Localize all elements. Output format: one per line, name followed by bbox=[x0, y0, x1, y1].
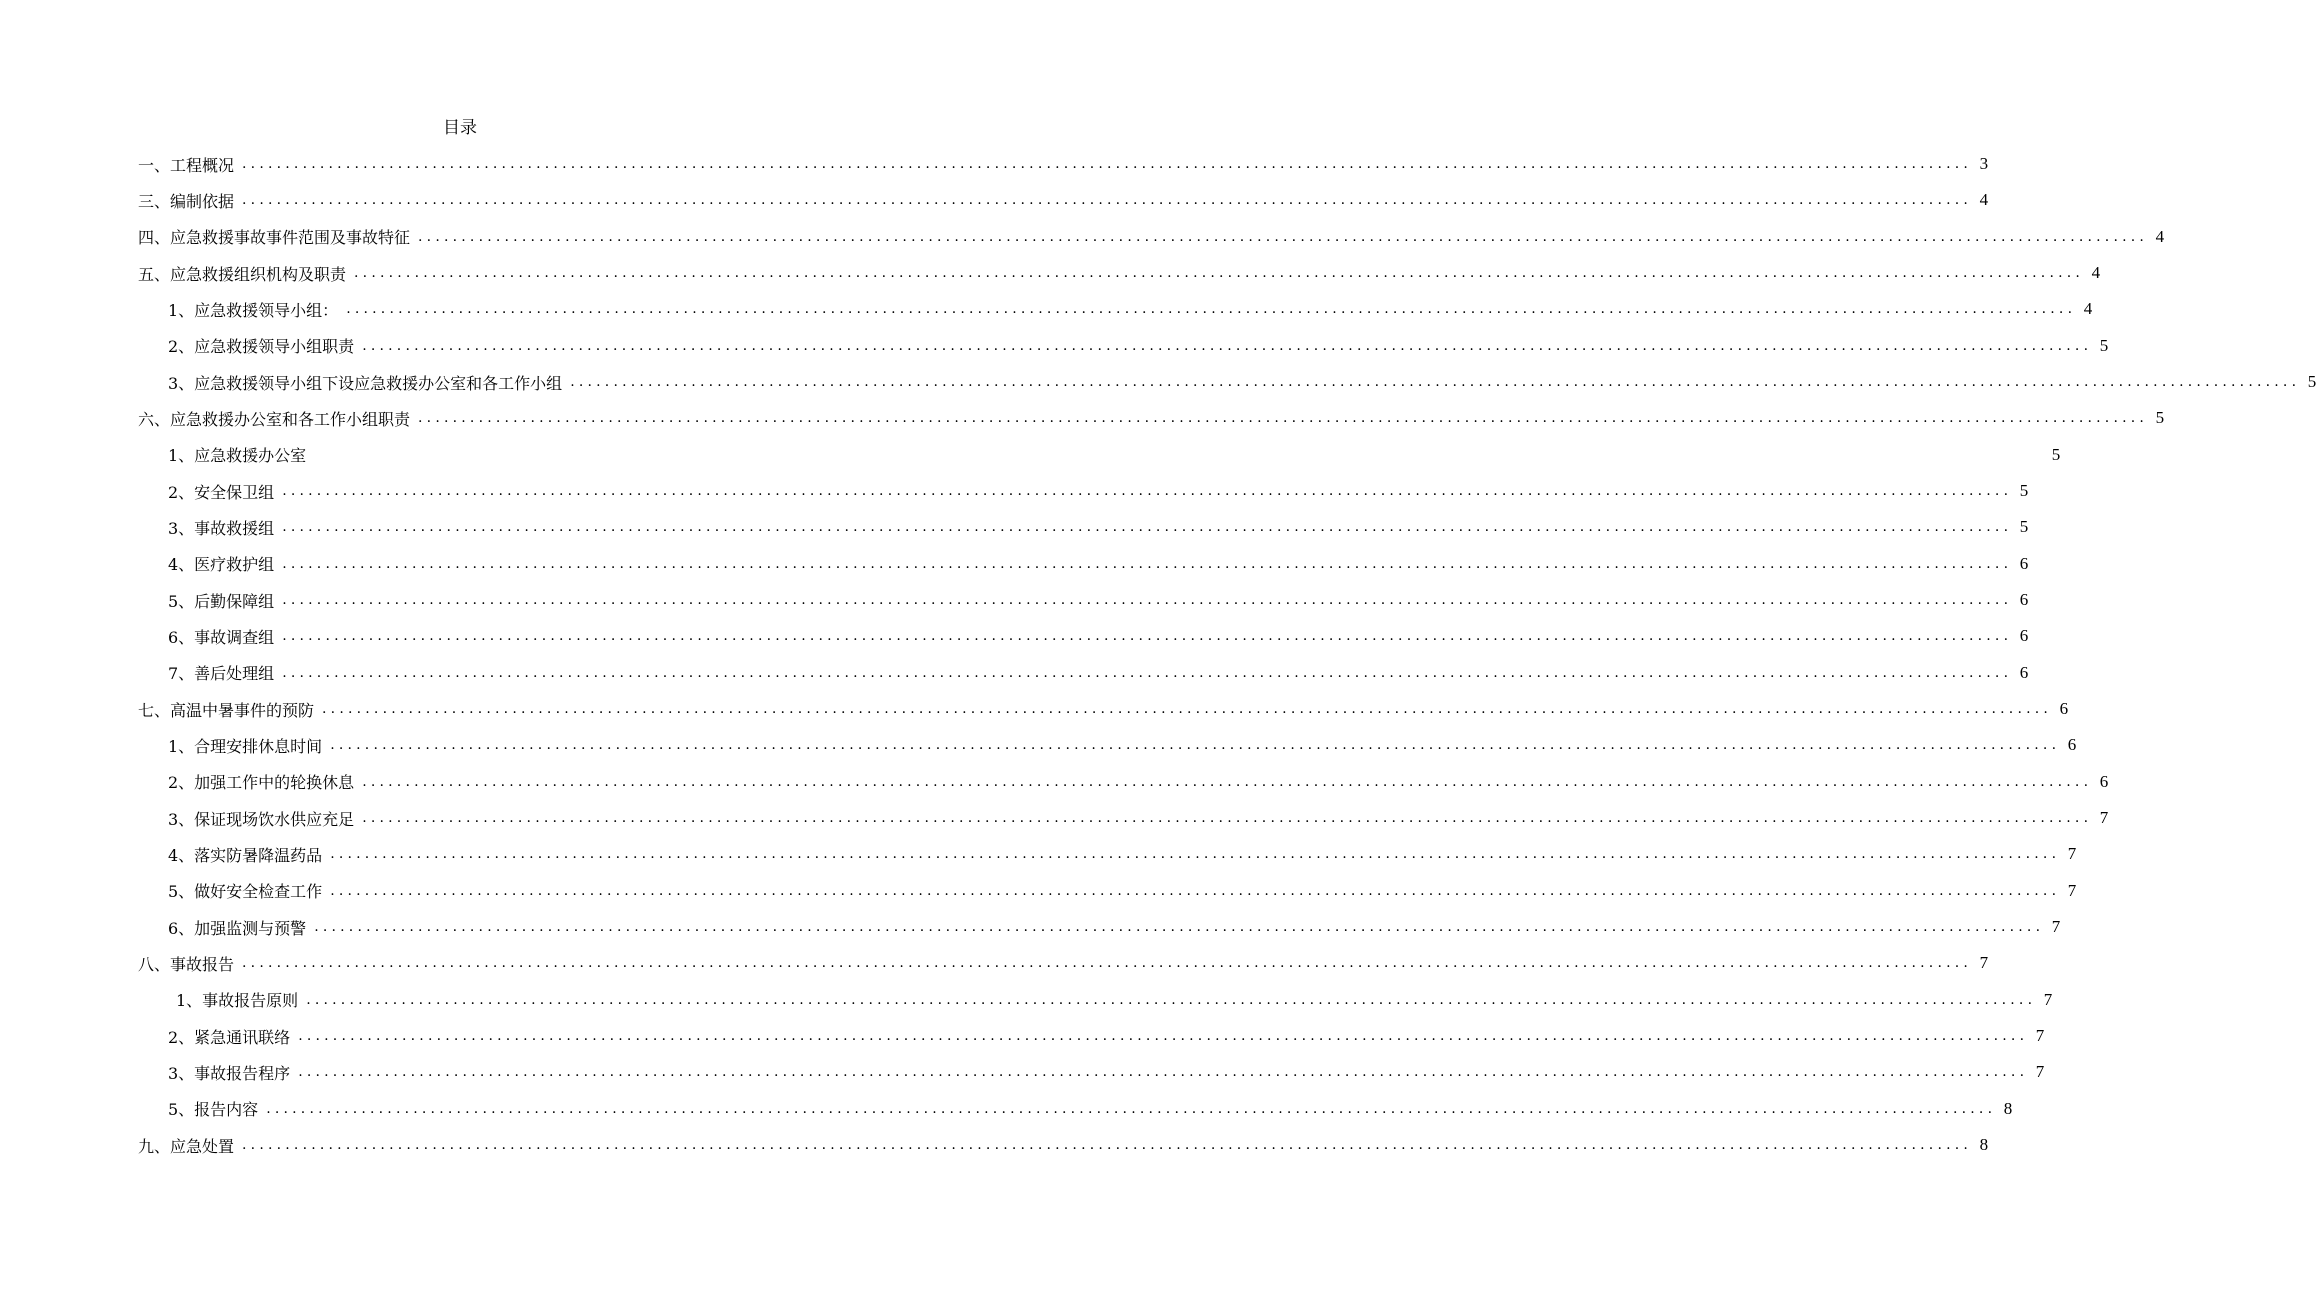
toc-dot-leader: ........................................................................................................................................................................................................ bbox=[330, 846, 2061, 863]
toc-entry-title: 3、应急救援领导小组下设应急救援办公室和各工作小组 bbox=[168, 373, 563, 393]
toc-entry[interactable] bbox=[0, 509, 2029, 545]
toc-entry-title: 6、事故调查组 bbox=[168, 627, 275, 647]
toc-page-number: 7 bbox=[2051, 917, 2061, 937]
toc-page-number: 6 bbox=[2019, 553, 2029, 573]
toc-page-number: 4 bbox=[2083, 299, 2093, 319]
toc-entry-title: 7、善后处理组 bbox=[168, 664, 275, 684]
toc-dot-leader: ........................................................................................................................................................................................................ bbox=[282, 555, 2013, 572]
toc-entry[interactable] bbox=[0, 655, 2029, 691]
toc-entry-title: 1、应急救援领导小组： bbox=[168, 300, 339, 320]
toc-entry[interactable] bbox=[0, 146, 1989, 182]
toc-entry[interactable] bbox=[0, 219, 2165, 255]
toc-entry-title: 4、医疗救护组 bbox=[168, 555, 275, 575]
toc-dot-leader: ........................................................................................................................................................................................................ bbox=[242, 192, 1973, 209]
toc-page-number: 4 bbox=[2091, 263, 2101, 283]
toc-page-number: 6 bbox=[2059, 699, 2069, 719]
toc-entry-title: 5、后勤保障组 bbox=[168, 591, 275, 611]
toc-entry-title: 九、应急处置 bbox=[138, 1136, 235, 1156]
toc-entry[interactable] bbox=[0, 400, 2165, 436]
toc-page-number: 6 bbox=[2019, 590, 2029, 610]
toc-page-number: 3 bbox=[1979, 154, 1989, 174]
toc-entry[interactable] bbox=[0, 909, 2061, 945]
toc-entry[interactable] bbox=[0, 182, 1989, 218]
toc-entry-title: 六、应急救援办公室和各工作小组职责 bbox=[138, 409, 411, 429]
toc-dot-leader: ........................................................................................................................................................................................................ bbox=[282, 483, 2013, 500]
toc-entry-title: 5、做好安全检查工作 bbox=[168, 882, 323, 902]
toc-page-number: 7 bbox=[2067, 880, 2077, 900]
toc-dot-leader: ........................................................................................................................................................................................................ bbox=[354, 265, 2085, 282]
toc-entry[interactable] bbox=[0, 836, 2077, 872]
toc-entry[interactable] bbox=[0, 618, 2029, 654]
toc-page-number: 6 bbox=[2019, 626, 2029, 646]
toc-entry-title: 3、事故报告程序 bbox=[168, 1063, 291, 1083]
toc-entry-title: 1、事故报告原则 bbox=[176, 991, 299, 1011]
toc-page-number: 8 bbox=[2003, 1098, 2013, 1118]
toc-page-number: 7 bbox=[2067, 844, 2077, 864]
toc-dot-leader: ........................................................................................................................................................................................................ bbox=[362, 810, 2093, 827]
toc-entry[interactable] bbox=[0, 873, 2077, 909]
toc-page-number: 4 bbox=[1979, 190, 1989, 210]
toc-dot-leader: ........................................................................................................................................................................................................ bbox=[314, 919, 2045, 936]
toc-dot-leader: ........................................................................................................................................................................................................ bbox=[298, 1028, 2029, 1045]
toc-dot-leader: ........................................................................................................................................................................................................ bbox=[282, 592, 2013, 609]
toc-dot-leader: ........................................................................................................................................................................................................ bbox=[242, 1137, 1973, 1154]
toc-page-number: 7 bbox=[2043, 989, 2053, 1009]
toc-entry-title: 五、应急救援组织机构及职责 bbox=[138, 264, 347, 284]
toc-entry-title: 4、落实防暑降温药品 bbox=[168, 845, 323, 865]
toc-dot-leader: ........................................................................................................................................................................................................ bbox=[322, 701, 2053, 718]
toc-entry[interactable] bbox=[0, 582, 2029, 618]
toc-entry[interactable] bbox=[0, 364, 2316, 400]
toc-dot-leader: ........................................................................................................................................................................................................ bbox=[346, 301, 2077, 318]
toc-page-number: 5 bbox=[2155, 408, 2165, 428]
toc-entry[interactable] bbox=[0, 255, 2101, 291]
toc-entry-title: 2、安全保卫组 bbox=[168, 482, 275, 502]
toc-page-number: 8 bbox=[1979, 1135, 1989, 1155]
toc-page-number: 6 bbox=[2099, 771, 2109, 791]
toc-entry-title: 八、事故报告 bbox=[138, 954, 235, 974]
toc-page-number: 4 bbox=[2155, 226, 2165, 246]
toc-page-number: 5 bbox=[2307, 372, 2316, 392]
toc-entry[interactable] bbox=[0, 1018, 2045, 1054]
toc-entry-title: 3、事故救援组 bbox=[168, 518, 275, 538]
toc-dot-leader: ........................................................................................................................................................................................................ bbox=[418, 228, 2149, 245]
toc-entry[interactable] bbox=[0, 1091, 2013, 1127]
toc-dot-leader: ........................................................................................................................................................................................................ bbox=[570, 374, 2301, 391]
toc-dot-leader: ........................................................................................................................................................................................................ bbox=[418, 410, 2149, 427]
toc-dot-leader: ........................................................................................................................................................................................................ bbox=[282, 664, 2013, 681]
toc-entry[interactable] bbox=[0, 1127, 1989, 1163]
toc-page-number: 7 bbox=[2035, 1026, 2045, 1046]
toc-page-number: 7 bbox=[2099, 808, 2109, 828]
toc-entry[interactable] bbox=[0, 764, 2109, 800]
toc-entry[interactable] bbox=[0, 328, 2109, 364]
toc-entry[interactable] bbox=[0, 800, 2109, 836]
toc-entry-title: 1、应急救援办公室 bbox=[168, 446, 307, 466]
toc-dot-leader: ........................................................................................................................................................................................................ bbox=[362, 337, 2093, 354]
table-of-contents bbox=[0, 146, 2316, 1163]
toc-entry-title: 2、加强工作中的轮换休息 bbox=[168, 773, 355, 793]
toc-title: 目录 bbox=[443, 118, 477, 138]
toc-page-number: 5 bbox=[2051, 444, 2061, 464]
toc-dot-leader: ........................................................................................................................................................................................................ bbox=[242, 955, 1973, 972]
toc-entry-title: 6、加强监测与预警 bbox=[168, 918, 307, 938]
toc-entry-title: 1、合理安排休息时间 bbox=[168, 736, 323, 756]
toc-dot-leader: ........................................................................................................................................................................................................ bbox=[242, 156, 1973, 173]
toc-entry[interactable] bbox=[0, 691, 2069, 727]
toc-entry[interactable] bbox=[0, 727, 2077, 763]
toc-page-number: 6 bbox=[2019, 662, 2029, 682]
toc-entry[interactable] bbox=[0, 546, 2029, 582]
toc-entry-title: 三、编制依据 bbox=[138, 191, 235, 211]
toc-entry[interactable] bbox=[0, 473, 2029, 509]
toc-entry-title: 七、高温中暑事件的预防 bbox=[138, 700, 315, 720]
toc-page-number: 5 bbox=[2019, 517, 2029, 537]
toc-entry[interactable] bbox=[0, 945, 1989, 981]
toc-entry-title: 3、保证现场饮水供应充足 bbox=[168, 809, 355, 829]
toc-dot-leader: ........................................................................................................................................................................................................ bbox=[330, 737, 2061, 754]
toc-entry-title: 2、应急救援领导小组职责 bbox=[168, 337, 355, 357]
toc-entry-title: 2、紧急通讯联络 bbox=[168, 1027, 291, 1047]
toc-entry[interactable] bbox=[0, 437, 2061, 473]
toc-page-number: 6 bbox=[2067, 735, 2077, 755]
toc-entry[interactable] bbox=[0, 291, 2093, 327]
toc-dot-leader: ........................................................................................................................................................................................................ bbox=[362, 773, 2093, 790]
toc-dot-leader: ........................................................................................................................................................................................................ bbox=[298, 1064, 2029, 1081]
toc-dot-leader: ........................................................................................................................................................................................................ bbox=[282, 519, 2013, 536]
toc-entry[interactable] bbox=[0, 1054, 2045, 1090]
toc-page-number: 5 bbox=[2099, 335, 2109, 355]
toc-dot-leader: ........................................................................................................................................................................................................ bbox=[306, 991, 2037, 1008]
toc-page-number: 5 bbox=[2019, 481, 2029, 501]
toc-page-number: 7 bbox=[1979, 953, 1989, 973]
toc-dot-leader: ........................................................................................................................................................................................................ bbox=[330, 882, 2061, 899]
toc-entry-title: 一、工程概况 bbox=[138, 155, 235, 175]
toc-dot-leader: ........................................................................................................................................................................................................ bbox=[282, 628, 2013, 645]
toc-entry-title: 5、报告内容 bbox=[168, 1100, 259, 1120]
toc-entry[interactable] bbox=[0, 982, 2053, 1018]
toc-dot-leader: ........................................................................................................................................................................................................ bbox=[266, 1100, 1997, 1117]
toc-page-number: 7 bbox=[2035, 1062, 2045, 1082]
toc-entry-title: 四、应急救援事故事件范围及事故特征 bbox=[138, 228, 411, 248]
